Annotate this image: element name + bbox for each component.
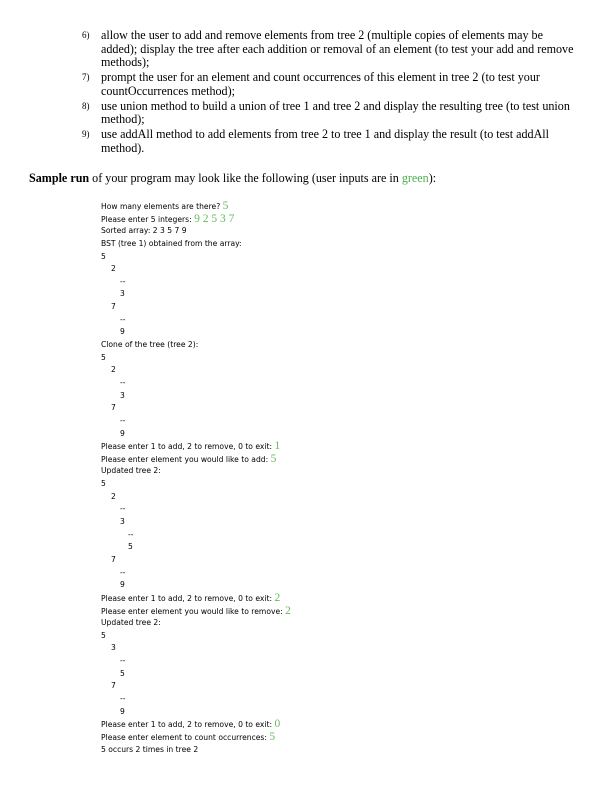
requirements-list [82,29,582,156]
output-line [101,276,581,289]
output-text: Please enter element you would like to remove: [101,606,286,616]
output-line [101,377,581,390]
output-text: 5 [101,251,106,261]
output-text: -- [120,693,126,703]
list-item-text: use union method to build a union of tree 1 and tree 2 and display the resulting tree (to test union method); [101,98,570,127]
output-line [101,655,581,668]
output-text: 9 [120,327,125,337]
intro-text-before: of your program may look like the following (user inputs are in [89,171,402,185]
output-text: 9 [120,580,125,590]
output-line [101,465,581,478]
output-text: Please enter 1 to add, 2 to remove, 0 to exit: [101,720,275,730]
output-text: Please enter 5 integers: [101,214,195,224]
output-line [101,238,581,251]
output-line [101,516,581,529]
output-line [101,390,581,403]
user-input: 1 [274,440,281,453]
output-text: -- [120,656,126,666]
output-text: 5 [128,542,133,552]
output-text: 7 [111,302,116,312]
output-line [101,352,581,365]
output-text: 5 occurs 2 times in tree 2 [101,744,199,754]
list-item-text: prompt the user for an element and count occurrences of this element in tree 2 (to test your countOccurrences method); [101,70,540,98]
sample-run-intro [29,171,436,185]
output-line [101,668,581,681]
output-line [101,478,581,491]
output-text: 7 [111,554,116,564]
output-line [101,453,581,466]
output-text: 5 [101,479,106,489]
output-text: 3 [120,517,125,527]
output-text: 2 [111,264,116,274]
output-line [101,491,581,504]
output-line [101,314,581,327]
output-text: 3 [120,390,125,400]
output-text: 3 [111,643,116,653]
user-input: 0 [274,718,281,731]
output-text: 5 [101,630,106,640]
output-text: Please enter 1 to add, 2 to remove, 0 to exit: [101,593,275,603]
output-line [101,592,581,605]
output-text: Updated tree 2: [101,466,161,476]
output-line [101,326,581,339]
intro-green-word: green [401,171,429,185]
output-line [101,642,581,655]
output-text: Please enter element to count occurrences: [101,732,270,742]
intro-text-after: ): [428,171,437,185]
output-line [101,579,581,592]
output-line [101,200,581,213]
output-line [101,339,581,352]
output-text: 2 [111,365,116,375]
list-item-text: use addAll method to add elements from tree 2 to tree 1 and display the result (to test addAll method). [101,126,550,155]
output-text: 5 [120,668,125,678]
list-item [82,29,582,70]
list-item-number: 8) [82,100,90,111]
output-text: -- [120,567,126,577]
output-text: 9 [120,706,125,716]
user-input: 5 [269,730,276,743]
output-text: Sorted array: 2 3 5 7 9 [101,226,187,236]
output-text: -- [120,415,126,425]
output-line [101,364,581,377]
list-item [82,100,582,127]
output-line [101,263,581,276]
list-item-number: 9) [82,128,90,139]
output-text: BST (tree 1) obtained from the array: [101,238,242,248]
output-text: 2 [111,491,116,501]
output-text: 7 [111,681,116,691]
list-item [82,128,582,155]
output-text: 7 [111,403,116,413]
output-line [101,718,581,731]
output-text: -- [120,504,126,514]
output-line [101,415,581,428]
user-input: 5 [222,200,229,212]
output-line [101,630,581,643]
output-line [101,402,581,415]
output-text: Please enter 1 to add, 2 to remove, 0 to exit: [101,442,275,452]
output-text: Please enter element you would like to add: [101,454,271,464]
output-text: -- [120,377,126,387]
output-line [101,428,581,441]
output-text: -- [120,276,126,286]
output-line [101,529,581,542]
output-line [101,693,581,706]
output-line [101,225,581,238]
output-line [101,744,581,757]
output-line [101,617,581,630]
output-text: 9 [120,428,125,438]
output-line [101,567,581,580]
output-line [101,731,581,744]
output-text: How many elements are there? [101,202,223,211]
list-item-number: 7) [82,72,90,83]
output-line [101,554,581,567]
user-input: 2 [285,604,291,617]
output-text: 5 [101,352,106,362]
output-text: Clone of the tree (tree 2): [101,340,199,350]
output-text: -- [128,529,134,539]
output-text: Updated tree 2: [101,618,161,628]
output-line [101,440,581,453]
output-line [101,706,581,719]
output-text: -- [120,314,126,324]
list-item [82,71,582,98]
output-text: 3 [120,289,125,299]
list-item-number: 6) [82,30,90,40]
output-line [101,541,581,554]
output-line [101,503,581,516]
user-input: 9 2 5 3 7 [194,212,235,225]
list-item-text: allow the user to add and remove elements from tree 2 (multiple copies of elements may be added); display the tree after each addition or removal of an element (to test your add and remove methods); [101,28,574,70]
user-input: 2 [274,591,281,604]
user-input: 5 [270,452,277,465]
output-line [101,213,581,226]
output-line [101,680,581,693]
output-line [101,288,581,301]
sample-run-output [101,200,581,756]
sample-run-bold: Sample run [29,171,90,185]
output-line [101,251,581,264]
output-line [101,301,581,314]
output-line [101,605,581,618]
